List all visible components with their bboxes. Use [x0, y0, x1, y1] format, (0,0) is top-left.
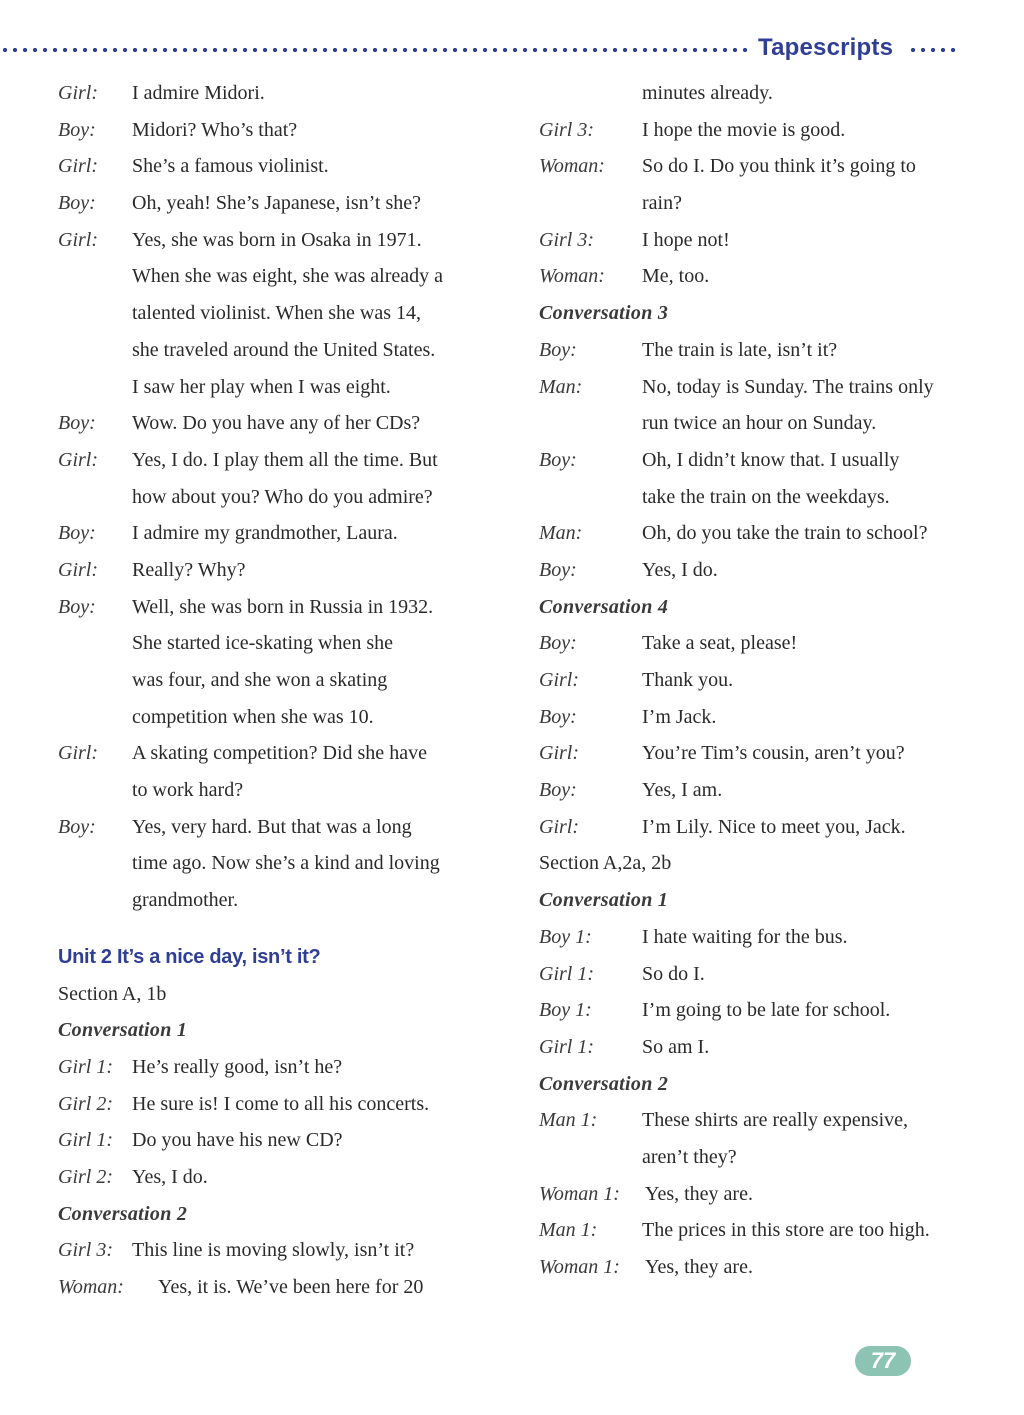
conversation-heading: Conversation 4: [539, 595, 669, 618]
dialogue-text: Yes, I do. I play them all the time. But: [132, 448, 438, 471]
dialogue-text: I’m Jack.: [642, 705, 717, 728]
dialogue-line: [539, 1029, 989, 1066]
speaker-label: Boy:: [58, 118, 96, 141]
conversation-heading-line: [539, 295, 989, 332]
right-column: [539, 75, 989, 1286]
page-number: 77: [855, 1346, 911, 1376]
speaker-label: Boy:: [58, 815, 96, 838]
dialogue-text: Thank you.: [642, 669, 734, 691]
dialogue-text: time ago. Now she’s a kind and loving: [132, 852, 440, 875]
speaker-label: Woman:: [539, 265, 605, 288]
dialogue-text: I saw her play when I was eight.: [132, 375, 391, 398]
speaker-label: Girl:: [58, 82, 98, 104]
dialogue-text: A skating competition? Did she have: [132, 742, 427, 765]
speaker-label: Girl:: [539, 742, 579, 765]
conversation-heading-line: [58, 1012, 498, 1049]
dialogue-text: she traveled around the United States.: [132, 338, 436, 361]
speaker-label: Girl 1:: [58, 1129, 113, 1152]
dialogue-line: [58, 442, 498, 479]
dialogue-text: Yes, it is. We’ve been here for 20: [158, 1276, 424, 1298]
dialogue-text: She started ice-skating when she: [132, 632, 394, 655]
speaker-label: Girl 3:: [539, 228, 594, 251]
dialogue-text: The train is late, isn’t it?: [642, 338, 838, 361]
speaker-label: Girl 2:: [58, 1165, 113, 1188]
speaker-label: Woman 1:: [539, 1182, 620, 1205]
dialogue-text: Yes, I do.: [132, 1165, 208, 1188]
dialogue-text: You’re Tim’s cousin, aren’t you?: [642, 742, 905, 765]
dialogue-text: Midori? Who’s that?: [132, 118, 298, 141]
dialogue-text: I admire Midori.: [132, 82, 265, 104]
speaker-label: Man 1:: [539, 1109, 598, 1132]
speaker-label: Girl:: [58, 228, 98, 251]
dialogue-line: [539, 148, 989, 185]
dialogue-line: [58, 1122, 498, 1159]
dialogue-text: Me, too.: [642, 265, 710, 288]
dialogue-line: [539, 1176, 989, 1213]
dialogue-line: [539, 222, 989, 259]
dialogue-line: [58, 552, 498, 589]
dialogue-line: [539, 956, 989, 993]
conversation-heading-line: [539, 882, 989, 919]
dialogue-text: She’s a famous violinist.: [132, 155, 329, 178]
speaker-label: Girl:: [58, 742, 98, 765]
dialogue-line: [539, 735, 989, 772]
dialogue-line: [58, 222, 498, 259]
dialogue-text: When she was eight, she was already a: [132, 265, 443, 288]
dialogue-text: Oh, yeah! She’s Japanese, isn’t she?: [132, 192, 422, 215]
dialogue-text: to work hard?: [132, 779, 244, 802]
dialogue-line: [539, 185, 989, 222]
speaker-label: Girl 1:: [58, 1055, 113, 1078]
dialogue-text: The prices in this store are too high.: [642, 1219, 930, 1242]
dialogue-line: [539, 112, 989, 149]
dialogue-line: [539, 1102, 989, 1139]
dialogue-text: Wow. Do you have any of her CDs?: [132, 412, 421, 435]
dialogue-line: [58, 258, 498, 295]
speaker-label: Boy:: [58, 522, 96, 545]
dialogue-text: I hope the movie is good.: [642, 118, 846, 141]
left-column: [58, 75, 498, 1306]
dialogue-line: [539, 552, 989, 589]
dialogue-text: Yes, they are.: [645, 1182, 753, 1205]
speaker-label: Boy:: [539, 448, 577, 471]
speaker-label: Man:: [539, 522, 583, 545]
speaker-label: Boy:: [539, 779, 577, 802]
dialogue-text: I’m going to be late for school.: [642, 999, 891, 1022]
dialogue-line: [58, 662, 498, 699]
dialogue-line: [58, 1232, 498, 1269]
speaker-label: Man:: [539, 375, 583, 398]
speaker-label: Boy:: [58, 595, 96, 618]
speaker-label: Boy:: [58, 192, 96, 215]
dialogue-text: I hope not!: [642, 228, 730, 251]
section-heading-line: [539, 845, 989, 882]
dialogue-line: [539, 662, 989, 699]
dialogue-text: I admire my grandmother, Laura.: [132, 522, 398, 545]
dialogue-line: [539, 405, 989, 442]
dialogue-text: Do you have his new CD?: [132, 1129, 343, 1152]
spacer: [58, 919, 498, 939]
dialogue-text: Yes, they are.: [645, 1256, 753, 1278]
dialogue-line: [58, 882, 498, 919]
conversation-heading: Conversation 1: [539, 889, 669, 912]
speaker-label: Woman:: [539, 155, 605, 178]
dialogue-text: Yes, she was born in Osaka in 1971.: [132, 228, 422, 251]
dialogue-line: [58, 1049, 498, 1086]
dialogue-line: [539, 919, 989, 956]
dialogue-text: So do I.: [642, 962, 705, 985]
dialogue-line: [58, 185, 498, 222]
dialogue-line: [58, 479, 498, 516]
dialogue-text: Oh, do you take the train to school?: [642, 522, 928, 545]
conversation-heading: Conversation 3: [539, 302, 669, 325]
speaker-label: Woman:: [58, 1276, 124, 1298]
header-title: Tapescripts: [758, 34, 894, 61]
dialogue-text: He’s really good, isn’t he?: [132, 1055, 343, 1078]
dialogue-line: [58, 625, 498, 662]
dialogue-text: So am I.: [642, 1035, 710, 1058]
section-heading: Section A, 1b: [58, 982, 167, 1005]
dialogue-text: competition when she was 10.: [132, 705, 374, 728]
speaker-label: Boy:: [539, 632, 577, 655]
dialogue-line: [539, 1212, 989, 1249]
speaker-label: Girl 3:: [539, 118, 594, 141]
dialogue-line: [539, 258, 989, 295]
conversation-heading: Conversation 1: [58, 1019, 188, 1042]
dialogue-line: [58, 112, 498, 149]
dialogue-text: was four, and she won a skating: [132, 669, 388, 691]
page-header: [0, 32, 960, 66]
dialogue-line: [58, 735, 498, 772]
dialogue-line: [539, 772, 989, 809]
dialogue-line: [58, 75, 498, 112]
dialogue-line: [539, 515, 989, 552]
dialogue-line: [58, 1086, 498, 1123]
dialogue-text: I hate waiting for the bus.: [642, 925, 848, 948]
dialogue-line: [58, 332, 498, 369]
speaker-label: Boy:: [58, 412, 96, 435]
dialogue-text: So do I. Do you think it’s going to: [642, 155, 916, 178]
dialogue-text: run twice an hour on Sunday.: [642, 412, 877, 435]
speaker-label: Girl 2:: [58, 1092, 113, 1115]
dialogue-line: [539, 479, 989, 516]
unit-title-line: [58, 939, 498, 976]
dialogue-line: [58, 589, 498, 626]
speaker-label: Girl 3:: [58, 1239, 113, 1262]
conversation-heading: Conversation 2: [58, 1202, 188, 1225]
dialogue-text: talented violinist. When she was 14,: [132, 302, 422, 325]
dialogue-text: I’m Lily. Nice to meet you, Jack.: [642, 815, 906, 838]
dialogue-line: [539, 369, 989, 406]
dialogue-text: take the train on the weekdays.: [642, 485, 890, 508]
dialogue-text: Oh, I didn’t know that. I usually: [642, 448, 900, 471]
dialogue-text: These shirts are really expensive,: [642, 1109, 909, 1132]
dialogue-text: minutes already.: [642, 82, 773, 104]
speaker-label: Girl 1:: [539, 1035, 594, 1058]
dialogue-line: [539, 442, 989, 479]
dialogue-text: No, today is Sunday. The trains only: [642, 375, 934, 398]
dialogue-line: [58, 1269, 498, 1306]
speaker-label: Woman 1:: [539, 1256, 620, 1278]
dialogue-line: [58, 515, 498, 552]
dialogue-line: [58, 699, 498, 736]
dialogue-line: [539, 1249, 989, 1286]
speaker-label: Girl:: [539, 815, 579, 838]
dialogue-line: [58, 295, 498, 332]
dialogue-line: [539, 809, 989, 846]
dialogue-text: grandmother.: [132, 889, 239, 912]
speaker-label: Boy:: [539, 558, 577, 581]
dialogue-line: [539, 699, 989, 736]
conversation-heading-line: [539, 589, 989, 626]
dialogue-text: Yes, I am.: [642, 779, 723, 802]
speaker-label: Girl:: [58, 155, 98, 178]
dialogue-text: This line is moving slowly, isn’t it?: [132, 1239, 415, 1262]
dialogue-text: how about you? Who do you admire?: [132, 485, 433, 508]
dialogue-line: [539, 332, 989, 369]
dialogue-text: Yes, I do.: [642, 558, 718, 581]
dialogue-text: aren’t they?: [642, 1145, 737, 1168]
unit-title: Unit 2 It’s a nice day, isn’t it?: [58, 945, 321, 968]
dialogue-line: [539, 992, 989, 1029]
dialogue-line: [58, 1159, 498, 1196]
header-dotted-rule: [0, 48, 752, 52]
dialogue-line: [58, 148, 498, 185]
dialogue-text: Well, she was born in Russia in 1932.: [132, 595, 434, 618]
speaker-label: Girl:: [539, 669, 579, 691]
dialogue-text: Really? Why?: [132, 558, 246, 581]
dialogue-line: [58, 845, 498, 882]
dialogue-text: Yes, very hard. But that was a long: [132, 815, 412, 838]
dialogue-text: Take a seat, please!: [642, 632, 798, 655]
speaker-label: Boy 1:: [539, 925, 592, 948]
dialogue-line: [539, 1139, 989, 1176]
speaker-label: Girl 1:: [539, 962, 594, 985]
speaker-label: Boy 1:: [539, 999, 592, 1022]
section-heading-line: [58, 976, 498, 1013]
dialogue-line: [58, 369, 498, 406]
conversation-heading-line: [539, 1066, 989, 1103]
section-heading: Section A,2a, 2b: [539, 852, 672, 875]
conversation-heading: Conversation 2: [539, 1072, 669, 1095]
speaker-label: Boy:: [539, 338, 577, 361]
dialogue-line: [58, 405, 498, 442]
dialogue-line: [58, 772, 498, 809]
header-dotted-rule-end: [908, 48, 958, 52]
dialogue-line: [58, 809, 498, 846]
speaker-label: Boy:: [539, 705, 577, 728]
dialogue-text: rain?: [642, 192, 682, 215]
dialogue-line: [539, 625, 989, 662]
conversation-heading-line: [58, 1196, 498, 1233]
speaker-label: Girl:: [58, 448, 98, 471]
dialogue-line: [539, 75, 989, 112]
speaker-label: Girl:: [58, 558, 98, 581]
dialogue-text: He sure is! I come to all his concerts.: [132, 1092, 430, 1115]
speaker-label: Man 1:: [539, 1219, 598, 1242]
